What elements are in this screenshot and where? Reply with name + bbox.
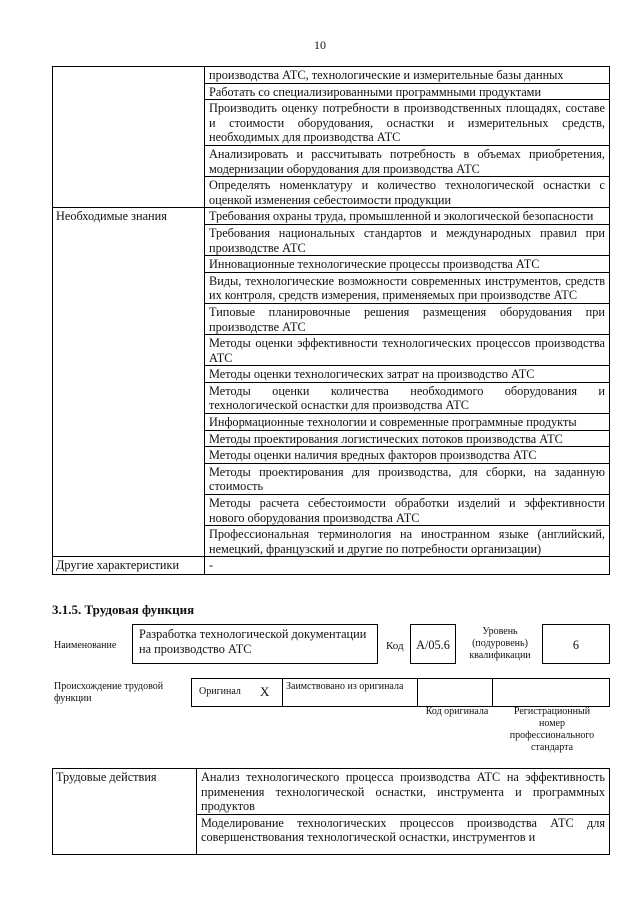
- original-code-cell: [419, 679, 493, 706]
- section-heading: 3.1.5. Трудовая функция: [52, 602, 195, 617]
- table-cell: Анализировать и рассчитывать потребность в объемах приобретения, модернизации оборудования для производства АТС: [205, 145, 610, 176]
- original-mark: X: [260, 684, 270, 699]
- original-label: Оригинал: [199, 686, 241, 697]
- table-cell: Методы оценки наличия вредных факторов производства АТС: [205, 447, 610, 464]
- table-cell: Профессиональная терминология на иностранном языке (английский, немецкий, французский и другие по потребности организации): [205, 526, 610, 557]
- table-cell: Методы оценки технологических затрат на производство АТС: [205, 366, 610, 383]
- table-cell: [197, 814, 610, 854]
- table-row: [53, 557, 610, 575]
- table-cell: Требования охраны труда, промышленной и экологической безопасности: [205, 208, 610, 225]
- table-cell: Информационные технологии и современные программные продукты: [205, 414, 610, 431]
- row-label-other: Другие характеристики: [53, 557, 205, 575]
- table-cell: Производить оценку потребности в производственных площадях, составе и стоимости оборудования, оснастки и измерительных средств, необходимых для производства АТС: [205, 100, 610, 146]
- table-cell: Виды, технологические возможности современных инструментов, средств их контроля, средств измерения, применяемых при производстве АТС: [205, 272, 610, 303]
- table-cell: -: [205, 557, 610, 575]
- code-value-box: A/05.6: [410, 624, 456, 664]
- table-cell: Требования национальных стандартов и международных правил при производстве АТС: [205, 224, 610, 255]
- table-row: [53, 769, 610, 815]
- table-cell: Инновационные технологические процессы производства АТС: [205, 256, 610, 273]
- origin-box: [191, 678, 610, 707]
- table-cell: производства АТС, технологические и измерительные базы данных: [205, 67, 610, 84]
- row-label-knowledge: Необходимые знания: [53, 208, 205, 557]
- function-name-box: Разработка технологической документации на производство АТС: [132, 624, 378, 664]
- reg-number-label: Регистрационный номер профессионального стандарта: [509, 706, 595, 753]
- code-label: Код: [386, 640, 404, 652]
- level-label: Уровень (подуровень) квалификации: [469, 626, 531, 661]
- table-cell: Методы проектирования логистических потоков производства АТС: [205, 430, 610, 447]
- level-value-box: 6: [542, 624, 610, 664]
- table-cell: Определять номенклатуру и количество технологической оснастки с оценкой изменения себестоимости продукции: [205, 177, 610, 208]
- code-original-label: Код оригинала: [425, 706, 489, 717]
- row-label: [53, 67, 205, 208]
- original-cell: [192, 679, 283, 706]
- table-cell: Анализ технологического процесса производства АТС на эффективность применения технологической оснастки, инструмента и программных продуктов: [197, 769, 610, 815]
- name-label: Наименование: [54, 640, 117, 651]
- table-cell: Работать со специализированными программными продуктами: [205, 83, 610, 100]
- cut-cell-text: Моделирование технологических процессов производства АТС для совершенствования технологической оснастки, инструментов и: [201, 815, 605, 845]
- table-cell: Методы расчета себестоимости обработки изделий и эффективности нового оборудования производства АТС: [205, 495, 610, 526]
- skills-knowledge-table: [52, 66, 610, 575]
- table-row: [53, 67, 610, 84]
- table-row: [53, 208, 610, 225]
- table-cell: Методы оценки эффективности технологических процессов производства АТС: [205, 335, 610, 366]
- labour-actions-table: [52, 768, 610, 855]
- table-cell: Типовые планировочные решения размещения оборудования при производстве АТС: [205, 303, 610, 334]
- borrowed-cell: Заимствовано из оригинала: [282, 679, 418, 706]
- row-label-actions: Трудовые действия: [53, 769, 197, 855]
- table-cell: Методы оценки количества необходимого оборудования и технологической оснастки для производства АТС: [205, 382, 610, 413]
- origin-label: Происхождение трудовой функции: [54, 681, 164, 704]
- table-cell: Методы проектирования для производства, для сборки, на заданную стоимость: [205, 463, 610, 494]
- page-number: 10: [314, 38, 326, 52]
